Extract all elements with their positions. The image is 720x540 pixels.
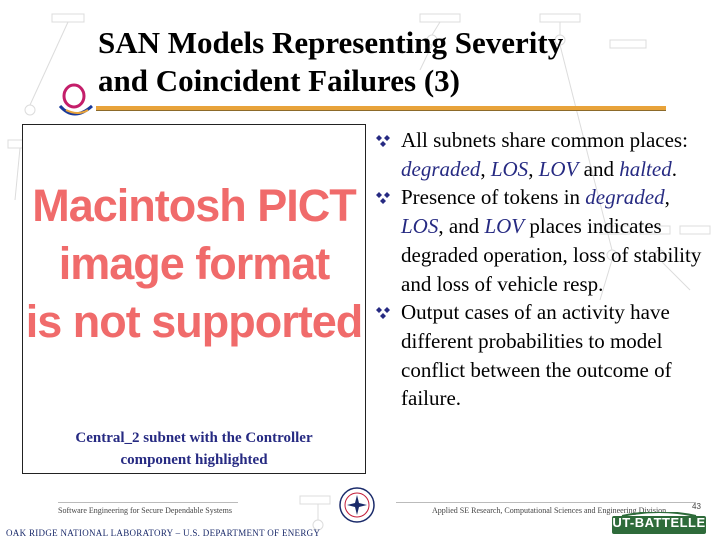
footer-divider-right [396,502,696,503]
footer-left-text: Software Engineering for Secure Dependable Systems [58,506,232,515]
figure-caption-line-2: component highlighted [120,452,268,468]
slide-title [98,24,698,100]
figure-caption [23,427,365,471]
ornl-swirl-logo-icon [52,76,106,126]
page-number: 43 [692,502,701,511]
doe-seal-icon [338,486,376,524]
bullet-list [374,126,704,413]
bullet-2-degraded: degraded [585,185,665,210]
bullet-2-lov: LOV [484,214,525,239]
pict-placeholder-text [23,177,365,351]
pict-placeholder-line-3: is not supported [25,296,363,347]
bullet-1-los: LOS [490,156,529,181]
bullet-1-end: . [671,156,677,181]
unsupported-image-placeholder [22,124,366,474]
bullet-item-2 [374,183,704,298]
footer-right-text: Applied SE Research, Computational Sciences and Engineering Division [432,506,667,515]
bullet-2-rest: places indicates degraded operation, loss of stability and loss of vehicle resp. [401,214,702,296]
organization-name: OAK RIDGE NATIONAL LABORATORY – U.S. DEPARTMENT OF ENERGY [6,528,321,538]
diamond-bullet-icon [375,134,391,148]
diamond-bullet-icon [375,306,391,320]
pict-placeholder-line-1: Macintosh PICT [32,180,356,231]
ut-battelle-logo [612,512,706,534]
bullet-1-comma-1: , [480,156,491,181]
figure-caption-line-1: Central_2 subnet with the Controller [75,430,313,446]
diamond-bullet-icon [375,191,391,205]
bullet-1-comma-2: , [528,156,539,181]
bullet-2-text: Presence of tokens in [401,185,586,210]
bullet-3-text: Output cases of an activity have different probabilities to model conflict between the outcome of failure. [401,300,672,411]
footer-divider-left [58,502,238,503]
bullet-2-and: , and [438,214,485,239]
bullet-item-1 [374,126,704,183]
bullet-1-degraded: degraded [401,156,481,181]
ut-battelle-logo-text: UT-BATTELLE [612,515,706,530]
slide-title-line-2: and Coincident Failures (3) [98,63,460,98]
title-accent-rule-shadow [96,110,666,111]
slide-title-line-1: SAN Models Representing Severity [98,25,564,60]
bullet-2-comma: , [664,185,670,210]
bullet-2-los: LOS [401,214,439,239]
bullet-1-halted: halted [619,156,672,181]
bullet-1-lov: LOV [538,156,579,181]
bullet-1-and: and [578,156,620,181]
bullet-1-text: All subnets share common places: [401,128,688,152]
pict-placeholder-line-2: image format [58,238,330,289]
bullet-item-3 [374,298,704,413]
